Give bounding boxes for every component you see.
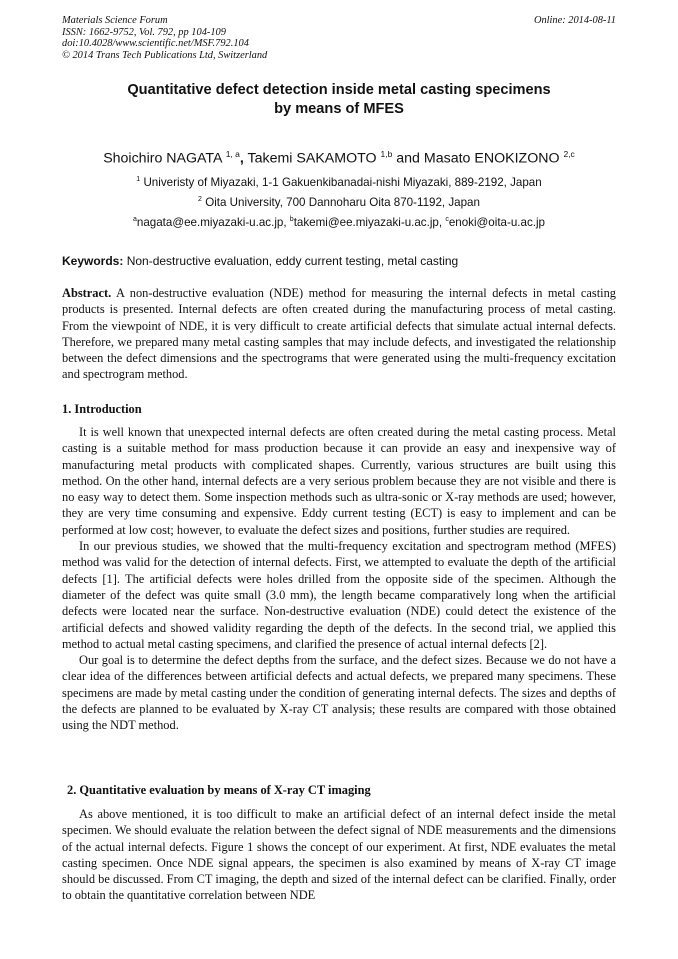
author-separator: and [396, 150, 420, 167]
journal-name: Materials Science Forum [62, 15, 168, 26]
intro-paragraph-3: Our goal is to determine the defect depths from the surface, and the defect sizes. Because we do not have a clear idea of the differences between artificial defects and actual defects, we prepared many specimens. These specimens are made by metal casting under the condition of generating internal defects. The sizes and depths of the defects are planned to be evaluated by X-ray CT analysis; these results are compared with those obtained using the NDT method. [62, 653, 616, 733]
email-c: enoki@oita-u.ac.jp [448, 216, 546, 229]
email-a: nagata@ee.miyazaki-u.ac.jp, [136, 216, 287, 229]
email-b-sup: b [289, 216, 294, 224]
author-1-sup: 1, a [225, 149, 240, 159]
issn-line: ISSN: 1662-9752, Vol. 792, pp 104-109 [62, 26, 226, 38]
author-2-name: Takemi SAKAMOTO [247, 150, 377, 167]
email-line [40, 216, 638, 229]
affiliation-1 [40, 176, 638, 189]
doi-line: doi:10.4028/www.scientific.net/MSF.792.104 [62, 38, 249, 50]
intro-paragraph-2: In our previous studies, we showed that the multi-frequency excitation and spectrogram method (MFES) method was valid for the detection of internal defects. First, we attempted to evaluate the depth of the artificial defects [1]. The artificial defects were holes drilled from the opposite side of the specimen. Although the diameter of the defect was quite small (3.0 mm), the length became comparatively long when the artificial defects were located near the surface. Non-destructive evaluation (NDE) could detect the existence of the artificial defects and showed validity regarding the depth of the defects. In the second trial, we applied this method to actual metal casting specimens, and clarified the presence of actual internal defects [2]. [62, 539, 616, 651]
abstract [62, 285, 616, 383]
abstract-text: A non-destructive evaluation (NDE) method for measuring the internal defects in metal casting products is presented. Internal defects are often created during the manufacturing process of metal casting. From the viewpoint of NDE, it is very difficult to create artificial defects that simulate actual internal defects. Therefore, we prepared many metal casting samples that may include defects, and investigated the relationship between the defect dimensions and the spectrograms that were generated using the multi-frequency excitation and spectrogram method. [62, 286, 616, 382]
affiliation-2 [40, 196, 638, 209]
author-list: Shoichiro NAGATA $^{1, a}$, Takemi SAKAMOTO $^{1,b}$ and Masato ENOKIZONO $^{2,c}$ [103, 149, 575, 167]
author-3-sup: 2,c [563, 149, 575, 159]
author-1-name: Shoichiro NAGATA [103, 150, 222, 167]
affiliation-1-sup: 1 [136, 176, 141, 184]
section-2-paragraph-1: As above mentioned, it is too difficult to make an artificial defect of an internal defect inside the metal specimen. We should evaluate the relation between the defect signal of NDE measurements and the dimensions of the actual internal defects. Figure 1 shows the concept of our experiment. At first, NDE evaluates the metal casting specimen. Once NDE signal appears, the specimen is also examined by means of X-ray CT image should be discussed. From CT imaging, the depth and sized of the internal defect can be clarified. Finally, order to obtain the quantitative correlation between NDE [62, 807, 616, 903]
keywords-text: Non-destructive evaluation, eddy current testing, metal casting [126, 254, 459, 268]
keywords-label: Keywords: [62, 254, 124, 268]
online-date: Online: 2014-08-11 [533, 15, 616, 26]
copyright-line: © 2014 Trans Tech Publications Ltd, Switzerland [62, 49, 268, 61]
section-heading-introduction: 1. Introduction [62, 402, 142, 416]
author-2-sup: 1,b [380, 149, 393, 159]
section-heading-xray-ct: 2. Quantitative evaluation by means of X-ray CT imaging [67, 783, 371, 797]
affiliation-1-text: Univeristy of Miyazaki, 1-1 Gakuenkibanadai-nishi Miyazaki, 889-2192, Japan [143, 176, 542, 189]
journal-header [62, 15, 267, 61]
affiliation-2-text: Oita University, 700 Dannoharu Oita 870-1192, Japan [205, 196, 480, 209]
section-2-body [62, 806, 616, 904]
author-3-name: Masato ENOKIZONO [423, 150, 560, 167]
email-c-sup: c [445, 216, 449, 224]
title-line-2: by means of MFES [274, 101, 404, 117]
email-b: takemi@ee.miyazaki-u.ac.jp, [293, 216, 443, 229]
affiliation-2-sup: 2 [198, 196, 202, 204]
paper-title [62, 81, 616, 119]
keywords [62, 254, 622, 268]
title-line-1: Quantitative defect detection inside metal casting specimens [127, 82, 551, 98]
abstract-label: Abstract. [62, 286, 112, 300]
introduction-body [62, 424, 616, 734]
intro-paragraph-1: It is well known that unexpected internal defects are often created during the metal casting process. Metal casting is a suitable method for mass production because it can provide an easy and inexpensive way of manufacturing metal products with complicated shapes. Currently, various structures are built using this method. On the other hand, internal defects are a very serious problem because they are not visible and there is no easy way to detect them. Some inspection methods such as ultra-sonic or X-ray methods are used; however, they are very time consuming and expensive. Eddy current testing (ECT) is easy to implement and can be performed at low cost; however, to evaluate the defect sizes and positions, further studies are required. [62, 425, 616, 537]
email-a-sup: a [132, 216, 137, 224]
